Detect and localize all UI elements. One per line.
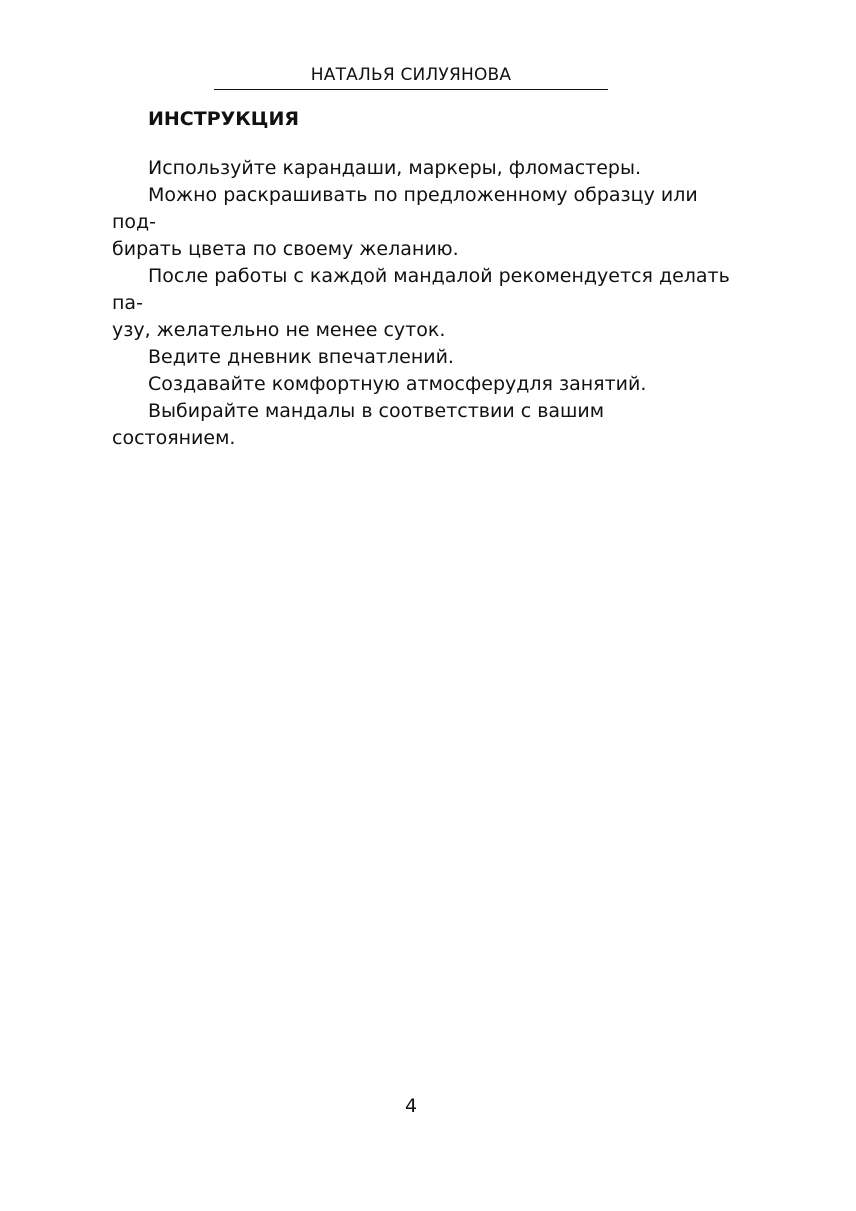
instruction-body: [112, 155, 732, 452]
running-header-title: НАТАЛЬЯ СИЛУЯНОВА: [214, 64, 608, 90]
instruction-paragraph: Выбирайте мандалы в соответствии с вашим состоянием.: [112, 400, 605, 449]
instruction-paragraph: Создавайте комфортную атмосферудля занятий.: [148, 373, 647, 395]
instruction-paragraph: Можно раскрашивать по предложенному образцу или под- бирать цвета по своему желанию.: [112, 184, 698, 260]
instruction-paragraph: Ведите дневник впечатлений.: [148, 346, 454, 368]
instruction-paragraph: Используйте карандаши, маркеры, фломастеры.: [148, 157, 642, 179]
section-heading: ИНСТРУКЦИЯ: [148, 108, 299, 130]
instruction-paragraph: После работы с каждой мандалой рекомендуется делать па- узу, желательно не менее суток.: [112, 265, 730, 341]
page-number: 4: [404, 1095, 418, 1117]
